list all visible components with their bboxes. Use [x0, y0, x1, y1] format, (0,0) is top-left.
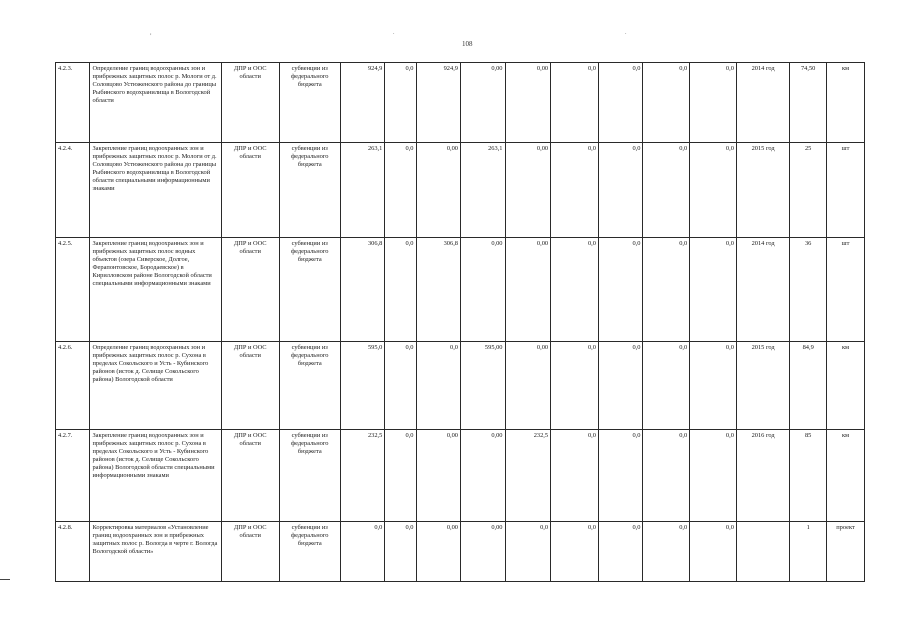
- funding-amount: 0,0: [551, 522, 599, 582]
- funding-amount: 0,0: [690, 430, 737, 522]
- funding-amount: 263,1: [340, 143, 385, 238]
- table-row: [56, 522, 865, 582]
- page-number: 108: [462, 40, 473, 48]
- quantity: 36: [790, 238, 827, 342]
- funding-amount: 0,0: [551, 342, 599, 430]
- funding-source: субвенции из федерального бюджета: [279, 63, 340, 143]
- executor: ДПР и ООС области: [221, 238, 279, 342]
- funding-source: субвенции из федерального бюджета: [279, 342, 340, 430]
- quantity: 25: [790, 143, 827, 238]
- funding-amount: 595,0: [340, 342, 385, 430]
- measure-name: Закрепление границ водоохранных зон и прибрежных защитных полос водных объектов (озера Сиверское, Долгое, Ферапонтовское, Бородаевское) в Кирилловском районе Вологодской области специальными информационными знаками: [90, 238, 221, 342]
- funding-amount: 0,00: [416, 522, 461, 582]
- funding-amount: 0,0: [690, 63, 737, 143]
- unit: км: [827, 430, 865, 522]
- funding-source: субвенции из федерального бюджета: [279, 238, 340, 342]
- executor: ДПР и ООС области: [221, 342, 279, 430]
- funding-amount: 0,0: [385, 430, 416, 522]
- scan-edge-mark: [0, 579, 10, 580]
- scan-speck: .: [625, 30, 627, 36]
- funding-amount: 0,0: [690, 143, 737, 238]
- funding-amount: 0,0: [340, 522, 385, 582]
- funding-amount: 0,0: [598, 342, 643, 430]
- measure-name: Определение границ водоохранных зон и прибрежных защитных полос р. Сухона в пределах Сокольского и Усть - Кубинского районов (исток д. Селище Сокольского района) Вологодской области: [90, 342, 221, 430]
- table-row: [56, 430, 865, 522]
- scan-speck: .: [393, 30, 395, 36]
- funding-source: субвенции из федерального бюджета: [279, 143, 340, 238]
- quantity: 1: [790, 522, 827, 582]
- funding-amount: 0,0: [598, 430, 643, 522]
- funding-amount: 0,0: [416, 342, 461, 430]
- funding-amount: 0,0: [690, 522, 737, 582]
- funding-amount: 0,0: [598, 522, 643, 582]
- funding-amount: 0,0: [551, 238, 599, 342]
- completion-year: [736, 522, 789, 582]
- funding-amount: 0,0: [385, 143, 416, 238]
- table-row: [56, 63, 865, 143]
- funding-amount: 0,00: [461, 238, 506, 342]
- funding-amount: 232,5: [340, 430, 385, 522]
- executor: ДПР и ООС области: [221, 63, 279, 143]
- unit: км: [827, 342, 865, 430]
- completion-year: 2015 год: [736, 342, 789, 430]
- funding-source: субвенции из федерального бюджета: [279, 522, 340, 582]
- funding-amount: 0,0: [598, 238, 643, 342]
- completion-year: 2014 год: [736, 238, 789, 342]
- executor: ДПР и ООС области: [221, 522, 279, 582]
- executor: ДПР и ООС области: [221, 143, 279, 238]
- funding-amount: 0,0: [643, 342, 690, 430]
- funding-amount: 0,00: [461, 63, 506, 143]
- funding-amount: 0,0: [598, 143, 643, 238]
- funding-amount: 306,8: [416, 238, 461, 342]
- funding-amount: 0,00: [416, 430, 461, 522]
- measure-name: Корректировка материалов «Установление границ водоохранных зон и прибрежных защитных полос р. Вологда в черте г. Вологда Вологодской области»: [90, 522, 221, 582]
- program-measures-table: [55, 62, 865, 582]
- executor: ДПР и ООС области: [221, 430, 279, 522]
- funding-amount: 0,0: [690, 238, 737, 342]
- row-number: 4.2.3.: [56, 63, 90, 143]
- funding-amount: 0,0: [598, 63, 643, 143]
- quantity: 74,50: [790, 63, 827, 143]
- table-row: [56, 238, 865, 342]
- funding-amount: 0,0: [643, 63, 690, 143]
- unit: км: [827, 63, 865, 143]
- funding-amount: 0,00: [505, 238, 551, 342]
- quantity: 85: [790, 430, 827, 522]
- funding-amount: 0,0: [505, 522, 551, 582]
- unit: проект: [827, 522, 865, 582]
- funding-amount: 0,0: [643, 238, 690, 342]
- funding-amount: 924,9: [416, 63, 461, 143]
- completion-year: 2016 год: [736, 430, 789, 522]
- funding-amount: 0,0: [385, 238, 416, 342]
- funding-amount: 0,0: [551, 143, 599, 238]
- funding-amount: 0,00: [461, 522, 506, 582]
- funding-amount: 0,0: [385, 522, 416, 582]
- row-number: 4.2.8.: [56, 522, 90, 582]
- funding-amount: 306,8: [340, 238, 385, 342]
- funding-amount: 0,0: [643, 430, 690, 522]
- completion-year: 2014 год: [736, 63, 789, 143]
- funding-amount: 0,0: [385, 342, 416, 430]
- funding-amount: 0,0: [551, 63, 599, 143]
- quantity: 84,9: [790, 342, 827, 430]
- row-number: 4.2.5.: [56, 238, 90, 342]
- funding-amount: 232,5: [505, 430, 551, 522]
- row-number: 4.2.6.: [56, 342, 90, 430]
- table-row: [56, 143, 865, 238]
- row-number: 4.2.4.: [56, 143, 90, 238]
- funding-source: субвенции из федерального бюджета: [279, 430, 340, 522]
- funding-amount: 0,00: [505, 143, 551, 238]
- measure-name: Закрепление границ водоохранных зон и прибрежных защитных полос р. Мологи от д. Соловцово Устюженского района до границы Рыбинского водохранилища в Вологодской области специальными информационными знаками: [90, 143, 221, 238]
- funding-amount: 0,0: [643, 143, 690, 238]
- funding-amount: 0,00: [416, 143, 461, 238]
- funding-amount: 0,0: [690, 342, 737, 430]
- measure-name: Закрепление границ водоохранных зон и прибрежных защитных полос р. Сухона в пределах Сокольского и Усть - Кубинского районов (исток д. Селище Сокольского района) Вологодской области специальными информационными знаками: [90, 430, 221, 522]
- funding-amount: 0,0: [551, 430, 599, 522]
- funding-amount: 0,00: [505, 342, 551, 430]
- funding-amount: 0,00: [461, 430, 506, 522]
- funding-amount: 263,1: [461, 143, 506, 238]
- completion-year: 2015 год: [736, 143, 789, 238]
- funding-amount: 0,00: [505, 63, 551, 143]
- funding-amount: 924,9: [340, 63, 385, 143]
- funding-amount: 0,0: [643, 522, 690, 582]
- row-number: 4.2.7.: [56, 430, 90, 522]
- scan-speck: ,: [150, 30, 152, 36]
- funding-amount: 595,00: [461, 342, 506, 430]
- table-row: [56, 342, 865, 430]
- unit: шт: [827, 143, 865, 238]
- funding-amount: 0,0: [385, 63, 416, 143]
- measure-name: Определение границ водоохранных зон и прибрежных защитных полос р. Мологи от д. Соловцово Устюженского района до границы Рыбинского водохранилища в Вологодской области: [90, 63, 221, 143]
- unit: шт: [827, 238, 865, 342]
